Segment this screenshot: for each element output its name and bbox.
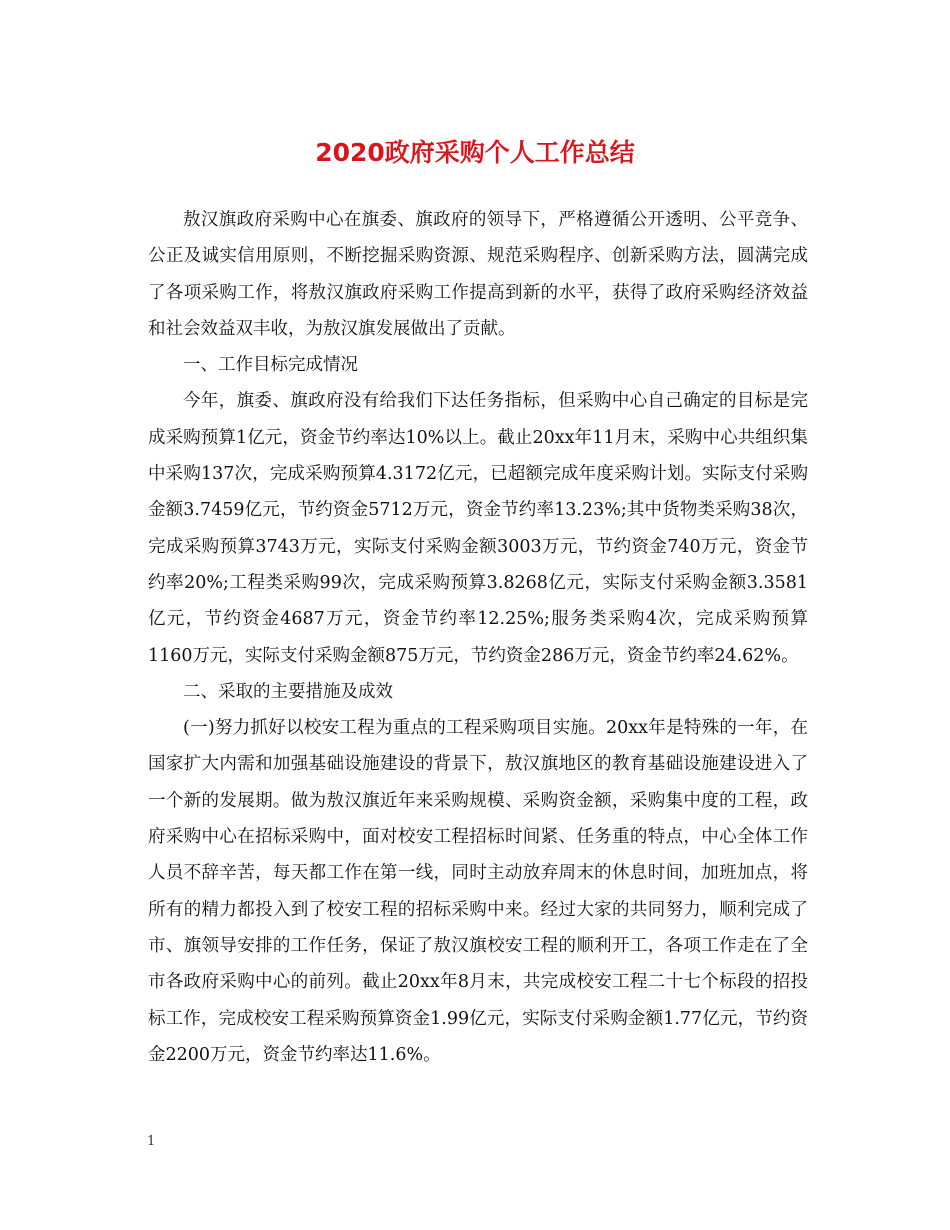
page-number: 1	[147, 1134, 156, 1149]
section-heading-measures: 二、采取的主要措施及成效	[183, 681, 393, 702]
document-body	[148, 202, 808, 1073]
goals-paragraph: 今年，旗委、旗政府没有给我们下达任务指标，但采购中心自己确定的目标是完成采购预算1亿元，资金节约率达10%以上。截止20xx年11月末，采购中心共组织集中采购137次，完成采购预算4.3172亿元，已超额完成年度采购计划。实际支付采购金额3.7459亿元，节约资金5712万元，资金节约率13.23%;其中货物类采购38次，完成采购预算3743万元，实际支付采购金额3003万元，节约资金740万元，资金节约率20%;工程类采购99次，完成采购预算3.8268亿元，实际支付采购金额3.3581亿元，节约资金4687万元，资金节约率12.25%;服务类采购4次，完成采购预算1160万元，实际支付采购金额875万元，节约资金286万元，资金节约率24.62%。	[148, 391, 808, 666]
document-title: 2020政府采购个人工作总结	[315, 138, 635, 167]
section-heading-goals: 一、工作目标完成情况	[183, 355, 358, 376]
intro-paragraph: 敖汉旗政府采购中心在旗委、旗政府的领导下，严格遵循公开透明、公平竞争、公正及诚实信用原则，不断挖掘采购资源、规范采购程序、创新采购方法，圆满完成了各项采购工作，将敖汉旗政府采购工作提高到新的水平，获得了政府采购经济效益和社会效益双丰收，为敖汉旗发展做出了贡献。	[148, 210, 808, 339]
measures-paragraph: (一)努力抓好以校安工程为重点的工程采购项目实施。20xx年是特殊的一年，在国家扩大内需和加强基础设施建设的背景下，敖汉旗地区的教育基础设施建设进入了一个新的发展期。做为敖汉旗近年来采购规模、采购资金额，采购集中度的工程，政府采购中心在招标采购中，面对校安工程招标时间紧、任务重的特点，中心全体工作人员不辞辛苦，每天都工作在第一线，同时主动放弃周末的休息时间，加班加点，将所有的精力都投入到了校安工程的招标采购中来。经过大家的共同努力，顺利完成了市、旗领导安排的工作任务，保证了敖汉旗校安工程的顺利开工，各项工作走在了全市各政府采购中心的前列。截止20xx年8月末，共完成校安工程二十七个标段的招投标工作，完成校安工程采购预算资金1.99亿元，实际支付采购金额1.77亿元，节约资金2200万元，资金节约率达11.6%。	[148, 718, 808, 1065]
